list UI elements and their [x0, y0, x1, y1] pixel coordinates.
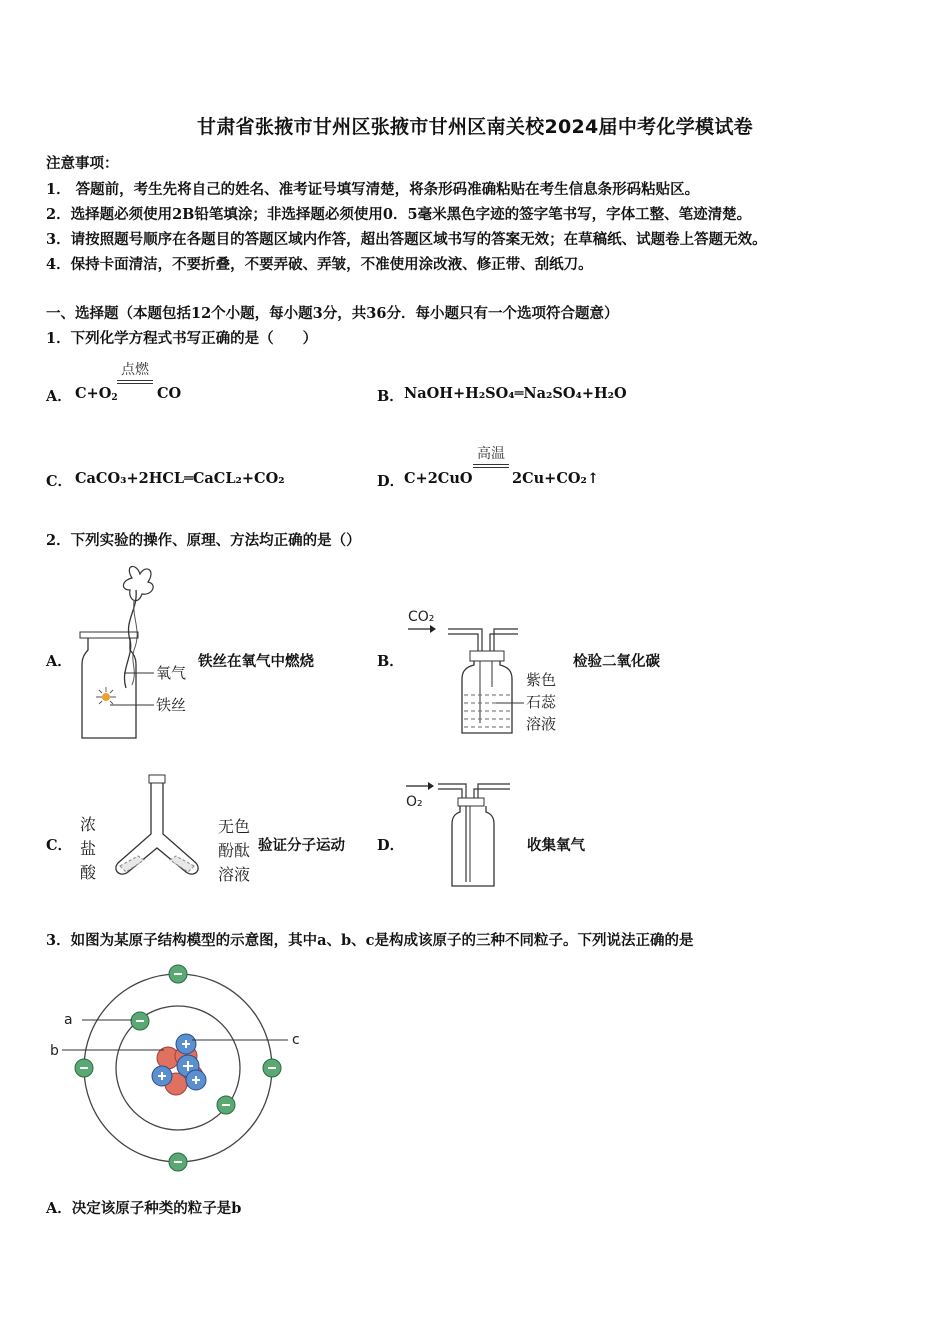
q1-option-d-label: D．	[377, 473, 405, 490]
section-heading: 一、选择题（本题包括12个小题，每小题3分，共36分．每小题只有一个选项符合题意）	[46, 305, 619, 322]
note-item: 2．选择题必须使用2B铅笔填涂；非选择题必须使用0．5毫米黑色字迹的签字笔书写，字体工整、笔迹清楚。	[46, 206, 752, 223]
note-item: 1． 答题前，考生先将自己的姓名、准考证号填写清楚，将条形码准确粘贴在考生信息条形码粘贴区。	[46, 181, 700, 198]
q2-option-c-label: C．	[46, 837, 73, 854]
label-b: b	[50, 1043, 59, 1059]
oxygen-collection-figure	[402, 774, 522, 892]
equals-sign	[117, 380, 153, 384]
equals-sign	[473, 464, 509, 468]
litmus-label: 石蕊	[526, 693, 557, 711]
reaction-condition: 点燃	[121, 362, 149, 378]
q1-option-b-label: B．	[377, 388, 404, 405]
co2-label: CO₂	[408, 609, 435, 625]
phenol-label: 酚酞	[218, 841, 251, 860]
o2-label: O₂	[406, 794, 423, 810]
label-c: c	[292, 1032, 300, 1048]
molecule-motion-figure	[72, 770, 264, 888]
litmus-label: 紫色	[526, 671, 557, 689]
q2-option-d-caption: 收集氧气	[527, 837, 585, 854]
q1-option-a-label: A．	[46, 388, 72, 405]
hcl-label: 浓	[80, 815, 97, 834]
q1-option-c-label: C．	[46, 473, 73, 490]
q2-option-b-label: B．	[377, 653, 404, 670]
q2-option-d-label: D．	[377, 837, 405, 854]
note-item: 3．请按照题号顺序在各题目的答题区域内作答，超出答题区域书写的答案无效；在草稿纸、试题卷上答题无效。	[46, 231, 767, 248]
q1-stem: 1．下列化学方程式书写正确的是（ ）	[46, 330, 318, 347]
q1-option-d-right: 2Cu+CO₂↑	[512, 470, 599, 487]
q2-option-c-caption: 验证分子运动	[258, 837, 345, 854]
q3-stem: 3．如图为某原子结构模型的示意图，其中a、b、c是构成该原子的三种不同粒子。下列说法正确的是	[46, 932, 694, 949]
note-item: 4．保持卡面清洁，不要折叠，不要弄破、弄皱，不准使用涂改液、修正带、刮纸刀。	[46, 256, 593, 273]
q1-option-a-right: CO	[157, 385, 182, 402]
atom-model-figure	[46, 960, 316, 1175]
q2-option-b-caption: 检验二氧化碳	[573, 653, 660, 670]
litmus-label: 溶液	[526, 715, 557, 733]
q2-option-a-caption: 铁丝在氧气中燃烧	[198, 653, 314, 670]
co2-test-figure	[400, 603, 580, 741]
q1-option-c-text: CaCO₃+2HCL═CaCL₂+CO₂	[75, 470, 285, 487]
reaction-condition: 高温	[477, 446, 505, 462]
iron-wire-label: 铁丝	[156, 696, 187, 714]
label-a: a	[64, 1012, 73, 1028]
q1-option-d-left: C+2CuO	[404, 470, 473, 487]
phenol-label: 溶液	[218, 865, 251, 884]
hcl-label: 盐	[80, 839, 97, 858]
q1-option-b-text: NaOH+H₂SO₄═Na₂SO₄+H₂O	[404, 385, 627, 402]
page-title: 甘肃省张掖市甘州区张掖市甘州区南关校2024届中考化学模试卷	[197, 116, 753, 138]
phenol-label: 无色	[218, 817, 251, 836]
q3-option-a: A．决定该原子种类的粒子是b	[46, 1200, 242, 1217]
q2-option-a-label: A．	[46, 653, 72, 670]
q2-stem: 2．下列实验的操作、原理、方法均正确的是（）	[46, 532, 361, 549]
notes-header: 注意事项：	[46, 155, 119, 172]
hcl-label: 酸	[80, 863, 97, 882]
q1-option-a-left: $C+O_2$	[75, 385, 118, 403]
oxygen-label: 氧气	[156, 664, 187, 682]
